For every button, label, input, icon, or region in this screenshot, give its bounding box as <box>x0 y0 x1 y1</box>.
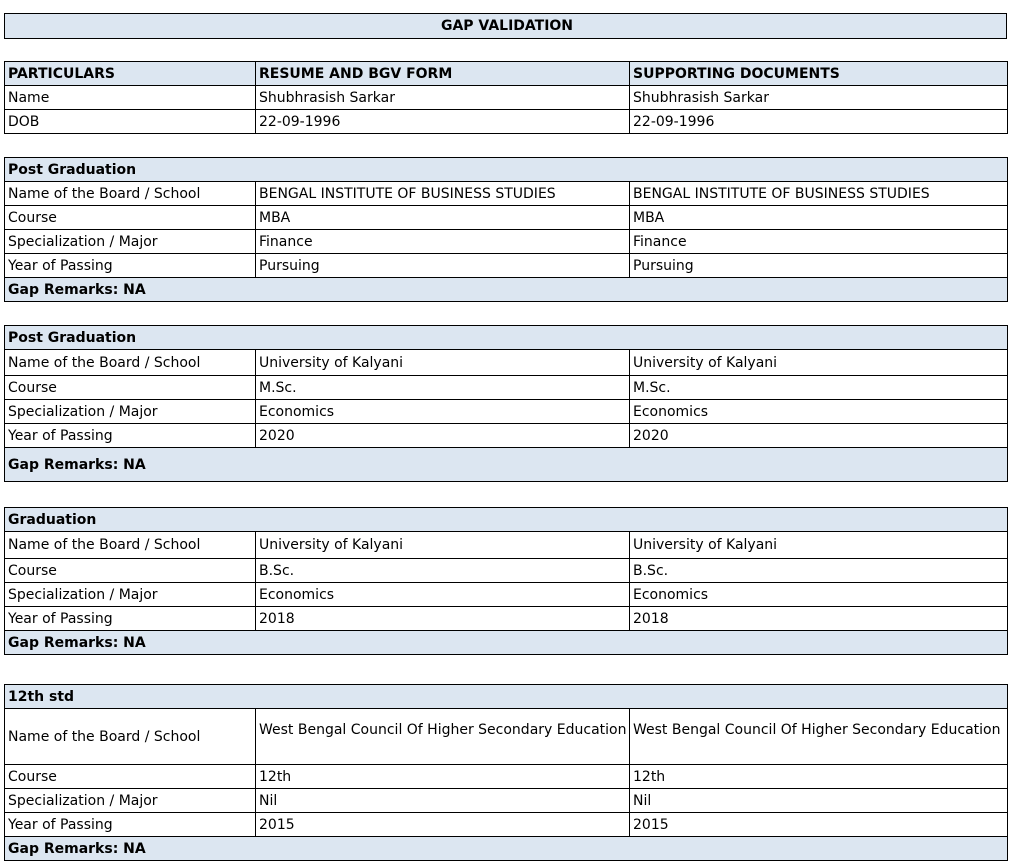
table-row <box>5 813 1008 837</box>
table-row <box>5 400 1008 424</box>
document-value: BENGAL INSTITUTE OF BUSINESS STUDIES <box>630 182 1008 206</box>
column-header-documents: SUPPORTING DOCUMENTS <box>630 62 1008 86</box>
resume-value: West Bengal Council Of Higher Secondary Education <box>256 709 630 765</box>
document-value: University of Kalyani <box>630 350 1008 376</box>
resume-value: 22-09-1996 <box>256 110 630 134</box>
table-row <box>5 86 1008 110</box>
table-row <box>5 559 1008 583</box>
document-value: MBA <box>630 206 1008 230</box>
table-row <box>5 789 1008 813</box>
gap-remarks: Gap Remarks: NA <box>5 837 1008 861</box>
education-section <box>4 157 1008 302</box>
document-value: Nil <box>630 789 1008 813</box>
gap-remarks: Gap Remarks: NA <box>5 631 1008 655</box>
table-row <box>5 206 1008 230</box>
table-row <box>5 607 1008 631</box>
document-value: Economics <box>630 583 1008 607</box>
title-table <box>4 13 1007 39</box>
row-label: Name <box>5 86 256 110</box>
resume-value: 2018 <box>256 607 630 631</box>
resume-value: Nil <box>256 789 630 813</box>
resume-value: Finance <box>256 230 630 254</box>
row-label: Year of Passing <box>5 254 256 278</box>
table-row <box>5 376 1008 400</box>
row-label: Course <box>5 376 256 400</box>
document-value: Economics <box>630 400 1008 424</box>
document-value: 2018 <box>630 607 1008 631</box>
gap-remarks: Gap Remarks: NA <box>5 448 1008 482</box>
document-value: Shubhrasish Sarkar <box>630 86 1008 110</box>
resume-value: 2015 <box>256 813 630 837</box>
section-heading: Graduation <box>5 508 1008 532</box>
gap-remarks: Gap Remarks: NA <box>5 278 1008 302</box>
document-value: 2020 <box>630 424 1008 448</box>
row-label: Course <box>5 206 256 230</box>
document-value: 12th <box>630 765 1008 789</box>
resume-value: Shubhrasish Sarkar <box>256 86 630 110</box>
row-label: Specialization / Major <box>5 230 256 254</box>
column-header-resume: RESUME AND BGV FORM <box>256 62 630 86</box>
resume-value: B.Sc. <box>256 559 630 583</box>
section-heading: 12th std <box>5 685 1008 709</box>
resume-value: University of Kalyani <box>256 350 630 376</box>
table-row <box>5 709 1008 765</box>
page-title: GAP VALIDATION <box>5 14 1007 39</box>
document-value: West Bengal Council Of Higher Secondary Education <box>630 709 1008 765</box>
column-header-particulars: PARTICULARS <box>5 62 256 86</box>
document-value: B.Sc. <box>630 559 1008 583</box>
column-header-row <box>5 62 1008 86</box>
table-row <box>5 254 1008 278</box>
row-label: Year of Passing <box>5 607 256 631</box>
document-value: Finance <box>630 230 1008 254</box>
document-value: Pursuing <box>630 254 1008 278</box>
table-row <box>5 230 1008 254</box>
document-value: M.Sc. <box>630 376 1008 400</box>
resume-value: 12th <box>256 765 630 789</box>
row-label: Year of Passing <box>5 424 256 448</box>
table-row <box>5 532 1008 559</box>
document-value: 22-09-1996 <box>630 110 1008 134</box>
section-heading: Post Graduation <box>5 326 1008 350</box>
row-label: Name of the Board / School <box>5 350 256 376</box>
row-label: Course <box>5 559 256 583</box>
table-row <box>5 182 1008 206</box>
section-heading: Post Graduation <box>5 158 1008 182</box>
row-label: Specialization / Major <box>5 400 256 424</box>
resume-value: Pursuing <box>256 254 630 278</box>
row-label: DOB <box>5 110 256 134</box>
education-section <box>4 684 1008 861</box>
row-label: Name of the Board / School <box>5 532 256 559</box>
document-value: University of Kalyani <box>630 532 1008 559</box>
table-row <box>5 583 1008 607</box>
education-section <box>4 325 1008 482</box>
table-row <box>5 424 1008 448</box>
resume-value: MBA <box>256 206 630 230</box>
row-label: Specialization / Major <box>5 789 256 813</box>
table-row <box>5 110 1008 134</box>
row-label: Year of Passing <box>5 813 256 837</box>
table-row <box>5 350 1008 376</box>
resume-value: Economics <box>256 400 630 424</box>
document-value: 2015 <box>630 813 1008 837</box>
resume-value: Economics <box>256 583 630 607</box>
resume-value: M.Sc. <box>256 376 630 400</box>
table-row <box>5 765 1008 789</box>
row-label: Name of the Board / School <box>5 709 256 765</box>
row-label: Specialization / Major <box>5 583 256 607</box>
resume-value: University of Kalyani <box>256 532 630 559</box>
row-label: Name of the Board / School <box>5 182 256 206</box>
identity-table <box>4 61 1008 134</box>
row-label: Course <box>5 765 256 789</box>
resume-value: 2020 <box>256 424 630 448</box>
education-section <box>4 507 1008 655</box>
resume-value: BENGAL INSTITUTE OF BUSINESS STUDIES <box>256 182 630 206</box>
